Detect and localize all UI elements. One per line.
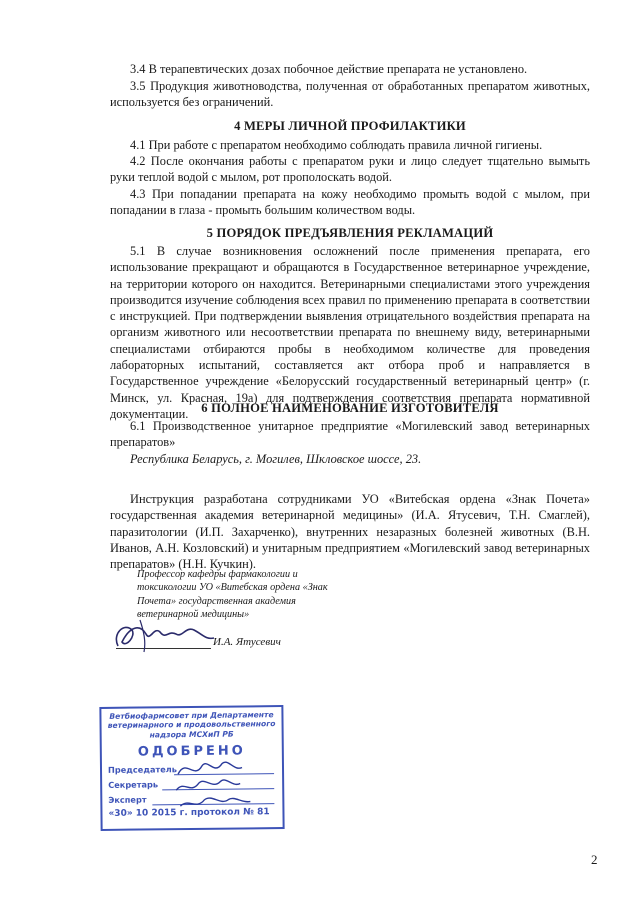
handwritten-signature <box>110 612 220 657</box>
stamp-expert-label: Эксперт <box>108 794 147 805</box>
paragraph-4-3: 4.3 При попадании препарата на кожу необходимо промыть водой с мылом, при попадании в глаза - промыть большим количеством воды. <box>110 187 590 218</box>
heading-section-6: 6 ПОЛНОЕ НАИМЕНОВАНИЕ ИЗГОТОВИТЕЛЯ <box>201 401 499 415</box>
stamp-chair-label: Председатель <box>107 764 177 775</box>
signatory-name: И.А. Ятусевич <box>213 636 281 648</box>
stamp-date: «30» 10 2015 г. протокол № 81 <box>108 807 270 819</box>
stamp-header: Ветбиофармсовет при Департаменте ветеринарного и продовольственного надзора МСХиП РБ <box>107 710 276 740</box>
approval-stamp <box>99 705 284 831</box>
stamp-signatures <box>172 753 283 824</box>
paragraph-4-2: 4.2 После окончания работы с препаратом руки и лицо следует тщательно вымыть руки теплой водой с мылом, рот прополоскать водой. <box>110 154 590 185</box>
page-number: 2 <box>591 852 598 867</box>
stamp-title: ОДОБРЕНО <box>137 743 246 760</box>
manufacturer-address: Республика Беларусь, г. Могилев, Шкловское шоссе, 23. <box>130 452 422 466</box>
paragraph-4-1: 4.1 При работе с препаратом необходимо соблюдать правила личной гигиены. <box>130 138 543 152</box>
paragraph-6-1: 6.1 Производственное унитарное предприятие «Могилевский завод ветеринарных препаратов» <box>110 419 590 450</box>
heading-section-4: 4 МЕРЫ ЛИЧНОЙ ПРОФИЛАКТИКИ <box>234 119 466 133</box>
paragraph-5-1: 5.1 В случае возникновения осложнений после применения препарата, его использование прекращают и обращаются в Государственное ветеринарное учреждение, на территории которого он находится. Ветеринарными специалистами этого учреждения производится изучение соблюдения всех правил по применению препарата в соответствии с инструкцией. При подтверждении выявления отрицательного воздействия препарата на организм животного или несоответствии препарата по внешнему виду, ветеринарными специалистами отбираются пробы в необходимом количестве для проведения лабораторных испытаний, составляется акт отбора проб и направляется в Государственное учреждение «Белорусский государственный ветеринарный центр» (г. Минск, ул. Красная, 19а) для подтверждения соответствия препарата нормативной документации. <box>110 244 590 421</box>
developers-paragraph: Инструкция разработана сотрудниками УО «Витебская ордена «Знак Почета» государственная академия ветеринарной медицины» (И.А. Ятусевич, Т.Н. Смаглей), паразитологии (И.П. Захарченко), внутренних незаразных болезней животных (В.Н. Иванов, А.Н. Козловский) и унитарным предприятием «Могилевский завод ветеринарных препаратов» (Н.Н. Кучкин). <box>110 492 590 572</box>
heading-section-5: 5 ПОРЯДОК ПРЕДЪЯВЛЕНИЯ РЕКЛАМАЦИЙ <box>206 226 494 240</box>
signatory-title: Профессор кафедры фармакологии и токсикологии УО «Витебская ордена «Знак Почета» государственная академия ветеринарной медицины» <box>137 569 328 621</box>
paragraph-3-5: 3.5 Продукция животноводства, полученная от обработанных препаратом животных, используется без ограничений. <box>110 79 590 110</box>
stamp-secretary-label: Секретарь <box>108 779 159 790</box>
paragraph-3-4: 3.4 В терапевтических дозах побочное действие препарата не установлено. <box>130 62 528 76</box>
